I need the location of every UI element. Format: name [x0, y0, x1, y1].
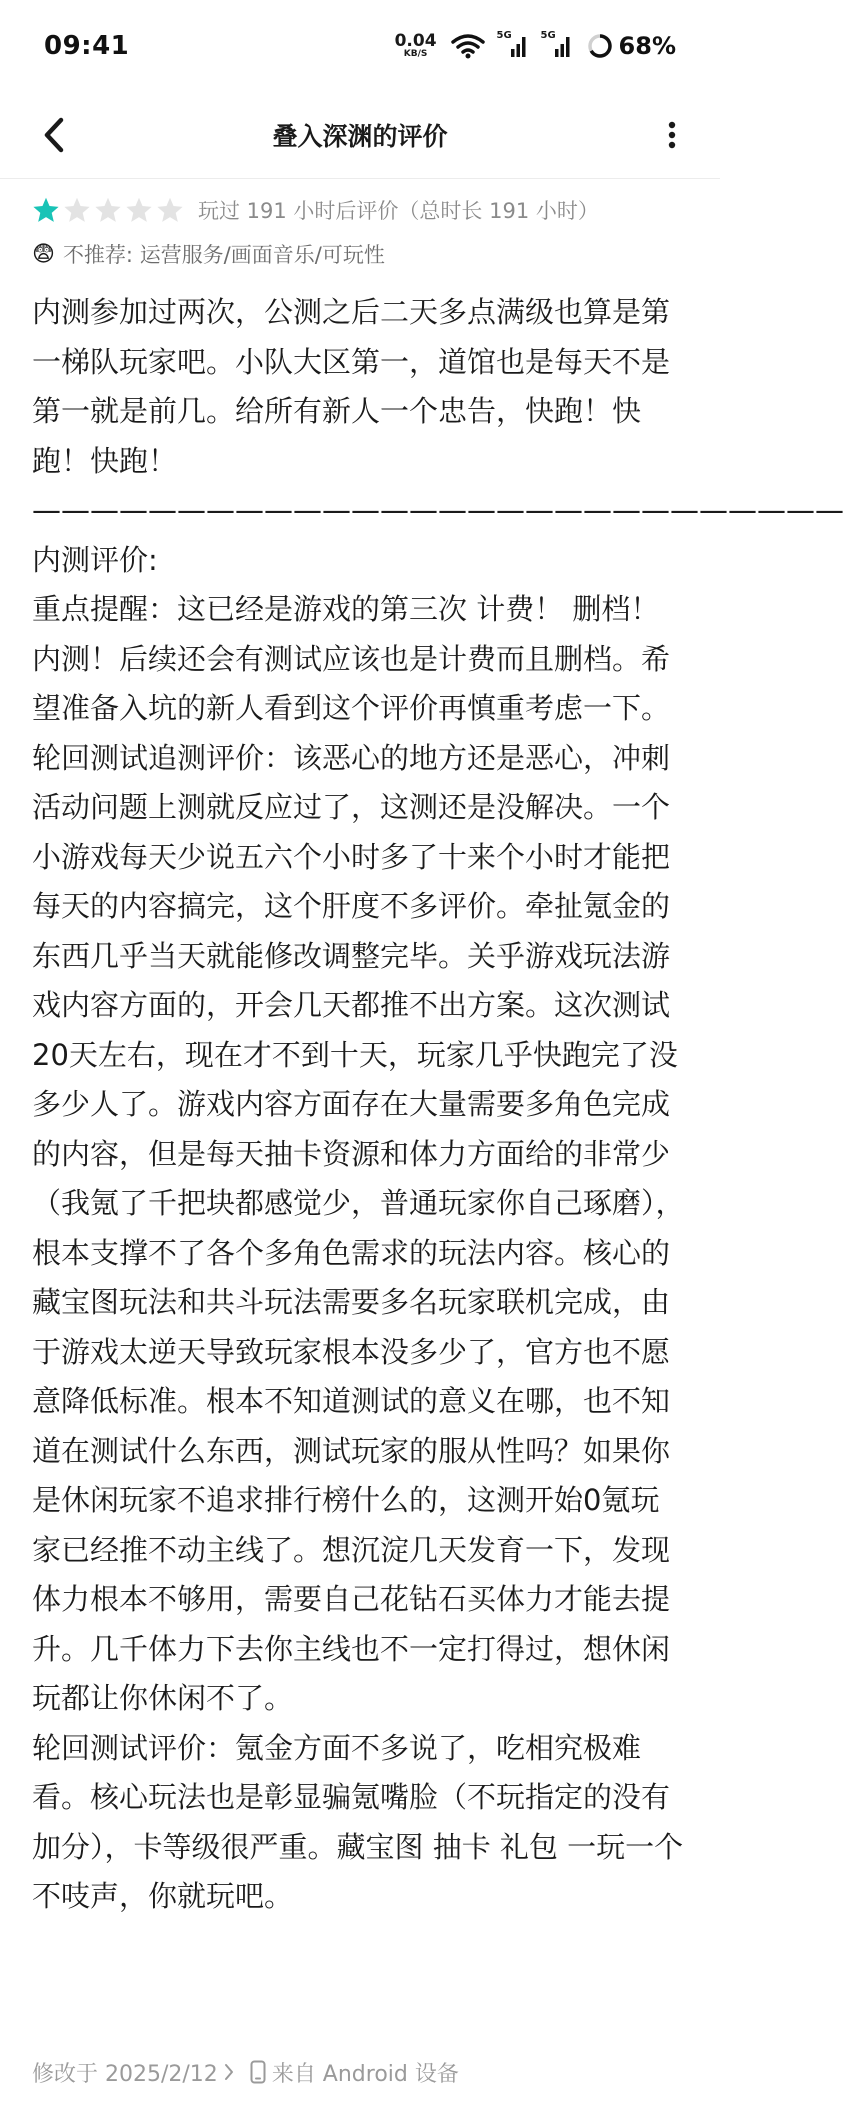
cellular-signal-icon-2	[540, 30, 573, 59]
status-time: 09:41	[44, 31, 130, 61]
modified-link[interactable]	[32, 2057, 234, 2088]
signal-2-label: 5G	[540, 30, 556, 41]
chevron-left-icon	[43, 117, 65, 153]
recommend-label: 不推荐: 运营服务/画面音乐/可玩性	[62, 243, 385, 267]
cellular-signal-icon-1	[496, 30, 529, 59]
review-paragraph-5: 轮回测试评价：氪金方面不多说了，吃相究极难看。核心玩法也是彰显骗氪嘴脸（不玩指定的没有加分），卡等级很严重。藏宝图 抽卡 礼包 一玩一个不吱声，你就玩吧。	[32, 1730, 684, 1913]
star-rating	[32, 196, 184, 224]
more-vertical-icon	[667, 120, 677, 150]
status-icons	[395, 32, 676, 60]
network-speed-unit: KB/S	[403, 49, 428, 59]
review-paragraph-4: 轮回测试追测评价：该恶心的地方还是恶心，冲刺活动问题上测就反应过了，这测还是没解决。一个小游戏每天少说五六个小时多了十来个小时才能把每天的内容搞完，这个肝度不多评价。牵扯氪金的东西几乎当天就能修改调整完毕。关乎游戏玩法游戏内容方面的，开会几天都推不出方案。这次测试20天左右，现在才不到十天，玩家几乎快跑完了没多少人了。游戏内容方面存在大量需要多角色完成的内容，但是每天抽卡资源和体力方面给的非常少（我氪了千把块都感觉少，普通玩家你自己琢磨），根本支撑不了各个多角色需求的玩法内容。核心的藏宝图玩法和共斗玩法需要多名玩家联机完成，由于游戏太逆天导致玩家根本没多少了，官方也不愿意降低标准。根本不知道测试的意义在哪，也不知道在测试什么东西，测试玩家的服从性吗？如果你是休闲玩家不追求排行榜什么的，这测开始0氪玩家已经推不动主线了。想沉淀几天发育一下，发现体力根本不够用，需要自己花钻石买体力才能去提升。几千体力下去你主线也不一定打得过，想休闲玩都让你休闲不了。	[32, 740, 685, 1715]
playtime-meta: 玩过 191 小时后评价（总时长 191 小时）	[198, 199, 599, 223]
battery-ring-icon	[587, 33, 613, 59]
chevron-right-icon	[224, 2063, 234, 2081]
review-paragraph-2: ————————————————————————————内测评价:	[32, 493, 844, 577]
battery	[587, 32, 676, 60]
network-speed-value: 0.04	[394, 31, 437, 51]
wifi-icon	[451, 33, 485, 59]
page-title: 叠入深渊的评价	[272, 122, 448, 151]
review-footer	[32, 2052, 459, 2092]
star-empty-icon	[156, 196, 184, 224]
recommend-row	[32, 236, 385, 272]
fearful-face-icon: 😨	[32, 241, 55, 267]
review-paragraph-3: 重点提醒：这已经是游戏的第三次 计费！ 删档！内测！后续还会有测试应该也是计费而且删档。希望准备入坑的新人看到这个评价再慎重考虑一下。	[32, 592, 671, 725]
nav-bar	[0, 92, 720, 178]
phone-icon	[250, 2060, 266, 2084]
review-body	[32, 288, 844, 1922]
star-filled-icon	[32, 196, 60, 224]
battery-percent: 68%	[618, 32, 676, 60]
back-button[interactable]	[30, 110, 78, 160]
star-empty-icon	[63, 196, 91, 224]
review-paragraph-1: 内测参加过两次，公测之后二天多点满级也算是第一梯队玩家吧。小队大区第一，道馆也是每天不是第一就是前几。给所有新人一个忠告，快跑！快跑！快跑！	[32, 295, 671, 478]
star-empty-icon	[94, 196, 122, 224]
device-source	[250, 2057, 459, 2088]
rating-row	[32, 190, 599, 230]
network-speed	[395, 33, 437, 59]
star-empty-icon	[125, 196, 153, 224]
modified-date: 修改于 2025/2/12	[32, 2061, 218, 2087]
header-divider	[0, 178, 720, 179]
more-options-button[interactable]	[652, 110, 692, 160]
status-bar	[0, 0, 720, 92]
device-source-text: 来自 Android 设备	[271, 2061, 459, 2087]
signal-1-label: 5G	[496, 30, 512, 41]
